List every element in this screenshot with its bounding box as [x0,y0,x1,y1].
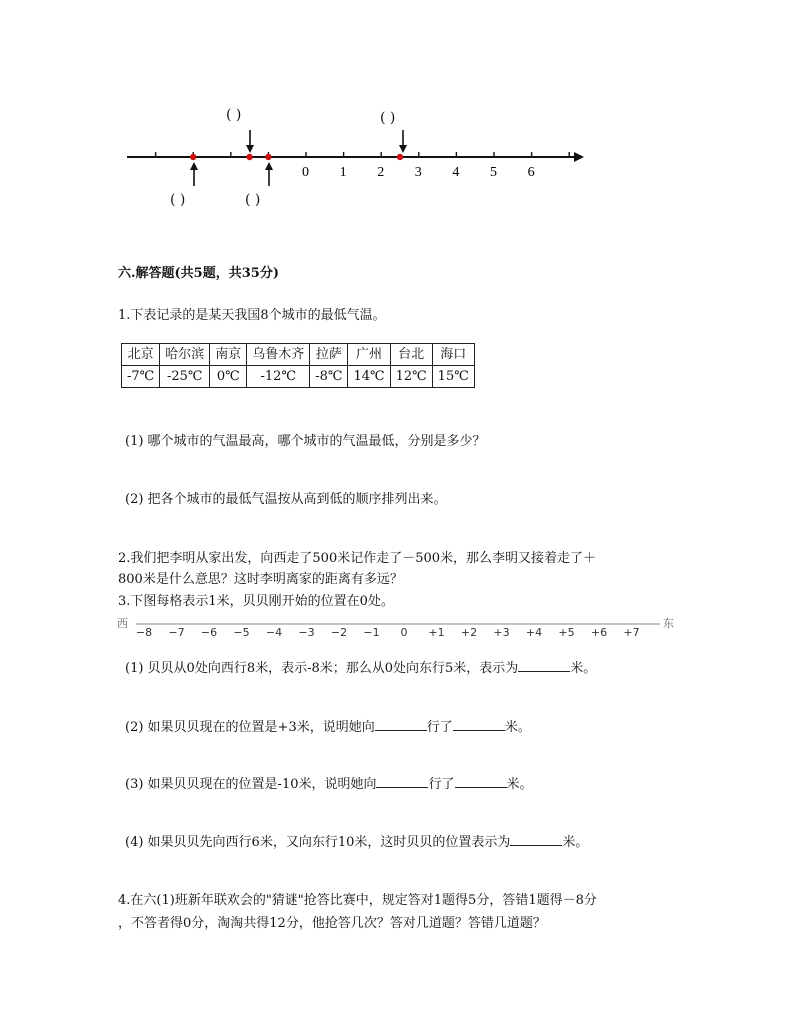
arrow-up-right [265,162,273,186]
q2-line2: 800米是什么意思？这时李明离家的距离有多远？ [118,572,403,587]
ruler-east-label: 东 [663,617,674,630]
table-cell: 12℃ [390,366,432,388]
q3-sub1-unit: 米。 [570,661,597,676]
q3-sub4 [125,831,588,850]
q3-sub4-text: (4) 如果贝贝先向西行6米，又向东行10米，这时贝贝的位置表示为 [125,835,511,850]
ruler-tick-label: −4 [265,626,283,639]
ruler-tick-label: +5 [558,626,575,639]
q3-sub3-text: (3) 如果贝贝现在的位置是-10米，说明她向 [125,777,377,792]
table-cell: 台北 [390,344,432,366]
table-cell: 拉萨 [310,344,348,366]
ruler-tick-label: +7 [623,626,640,639]
ruler-tick-label: +1 [428,626,445,639]
answer-blank[interactable] [453,718,505,731]
table-cell: -7℃ [122,366,160,388]
table-cell: 0℃ [210,366,247,388]
q3-sub4-unit: 米。 [562,835,589,850]
q3-sub2-mid: 行了 [426,720,453,735]
q3-sub1-text: (1) 贝贝从0处向西行8米，表示-8米；那么从0处向东行5米，表示为 [125,661,519,676]
ruler-tick-label: +2 [460,626,478,639]
number-line-tick-label: 3 [414,165,422,180]
ruler-tick-label: −5 [233,626,250,639]
q3-sub3-mid: 行了 [428,777,455,792]
table-cell: 乌鲁木齐 [247,344,310,366]
answer-paren-bottom-left[interactable]: ( ) [170,192,186,208]
q4-line1: 4.在六(1)班新年联欢会的"猜谜"抢答比赛中，规定答对1题得5分，答错1题得－8分 [118,893,597,908]
q3-sub2-text: (2) 如果贝贝现在的位置是+3米，说明她向 [125,720,375,735]
ruler-tick-label: −7 [168,626,185,639]
table-cell: 广州 [348,344,390,366]
answer-blank[interactable] [375,718,427,731]
number-line-tick-label: 1 [339,165,347,180]
number-line-point [246,154,252,160]
q3-sub3-unit: 米。 [506,777,533,792]
ruler-tick-label: +6 [590,626,608,639]
q1-sub2: (2) 把各个城市的最低气温按从高到低的顺序排列出来。 [125,492,447,507]
answer-blank[interactable] [510,833,562,846]
number-line-point [190,154,196,160]
table-cell: -25℃ [160,366,210,388]
q3-sub1 [125,657,596,676]
ruler-tick-label: −6 [200,626,218,639]
ruler-tick-label: −3 [298,626,315,639]
table-row-cities [122,344,475,366]
q3-sub2-unit: 米。 [504,720,531,735]
number-line-point [265,154,271,160]
ruler-tick-label: 0 [400,626,408,639]
arrow-down-right [399,130,407,153]
table-cell: 哈尔滨 [160,344,210,366]
arrow-up-left [190,162,198,186]
q2-line1: 2.我们把李明从家出发，向西走了500米记作走了－500米，那么李明又接着走了＋ [118,551,597,566]
arrow-down-left [246,130,254,153]
answer-blank[interactable] [518,659,570,672]
section-title: 六.解答题(共5题，共35分) [118,266,279,281]
q3-sub2 [125,716,531,735]
table-cell: 北京 [122,344,160,366]
table-cell: -8℃ [310,366,348,388]
q3-sub3 [125,773,533,792]
number-line-tick-label: 0 [302,165,309,180]
q1-sub1: (1) 哪个城市的气温最高，哪个城市的气温最低，分别是多少？ [125,434,486,449]
answer-paren-top-right[interactable]: ( ) [380,110,396,126]
answer-blank[interactable] [376,775,428,788]
answer-blank[interactable] [455,775,507,788]
number-line-tick-label: 4 [452,165,460,180]
table-cell: -12℃ [247,366,310,388]
number-line-tick-label: 6 [527,165,535,180]
ruler-tick-label: +4 [525,626,543,639]
table-cell: 南京 [210,344,247,366]
ruler-tick-label: −2 [330,626,348,639]
answer-paren-bottom-right[interactable]: ( ) [245,192,261,208]
number-line-figure [0,0,794,240]
q3-stem: 3.下图每格表示1米，贝贝刚开始的位置在0处。 [118,594,394,609]
number-line-point [397,154,403,160]
temperature-table [121,343,475,388]
q4-line2: ，不答者得0分，淘淘共得12分，他抢答几次？答对几道题？答错几道题？ [118,916,546,931]
number-line-tick-label: 2 [377,165,385,180]
q1-stem: 1.下表记录的是某天我国8个城市的最低气温。 [118,308,386,323]
answer-paren-top-left[interactable]: ( ) [226,107,242,123]
table-cell: 14℃ [348,366,390,388]
ruler-tick-label: +3 [493,626,510,639]
table-cell: 15℃ [432,366,474,388]
table-row-temps [122,366,475,388]
ruler-west-label: 西 [117,617,128,630]
ruler-tick-label: −8 [135,626,153,639]
position-ruler [0,606,794,646]
number-line-tick-label: 5 [490,165,497,180]
table-cell: 海口 [432,344,474,366]
number-line-arrowhead [574,152,584,162]
ruler-tick-label: −1 [363,626,380,639]
